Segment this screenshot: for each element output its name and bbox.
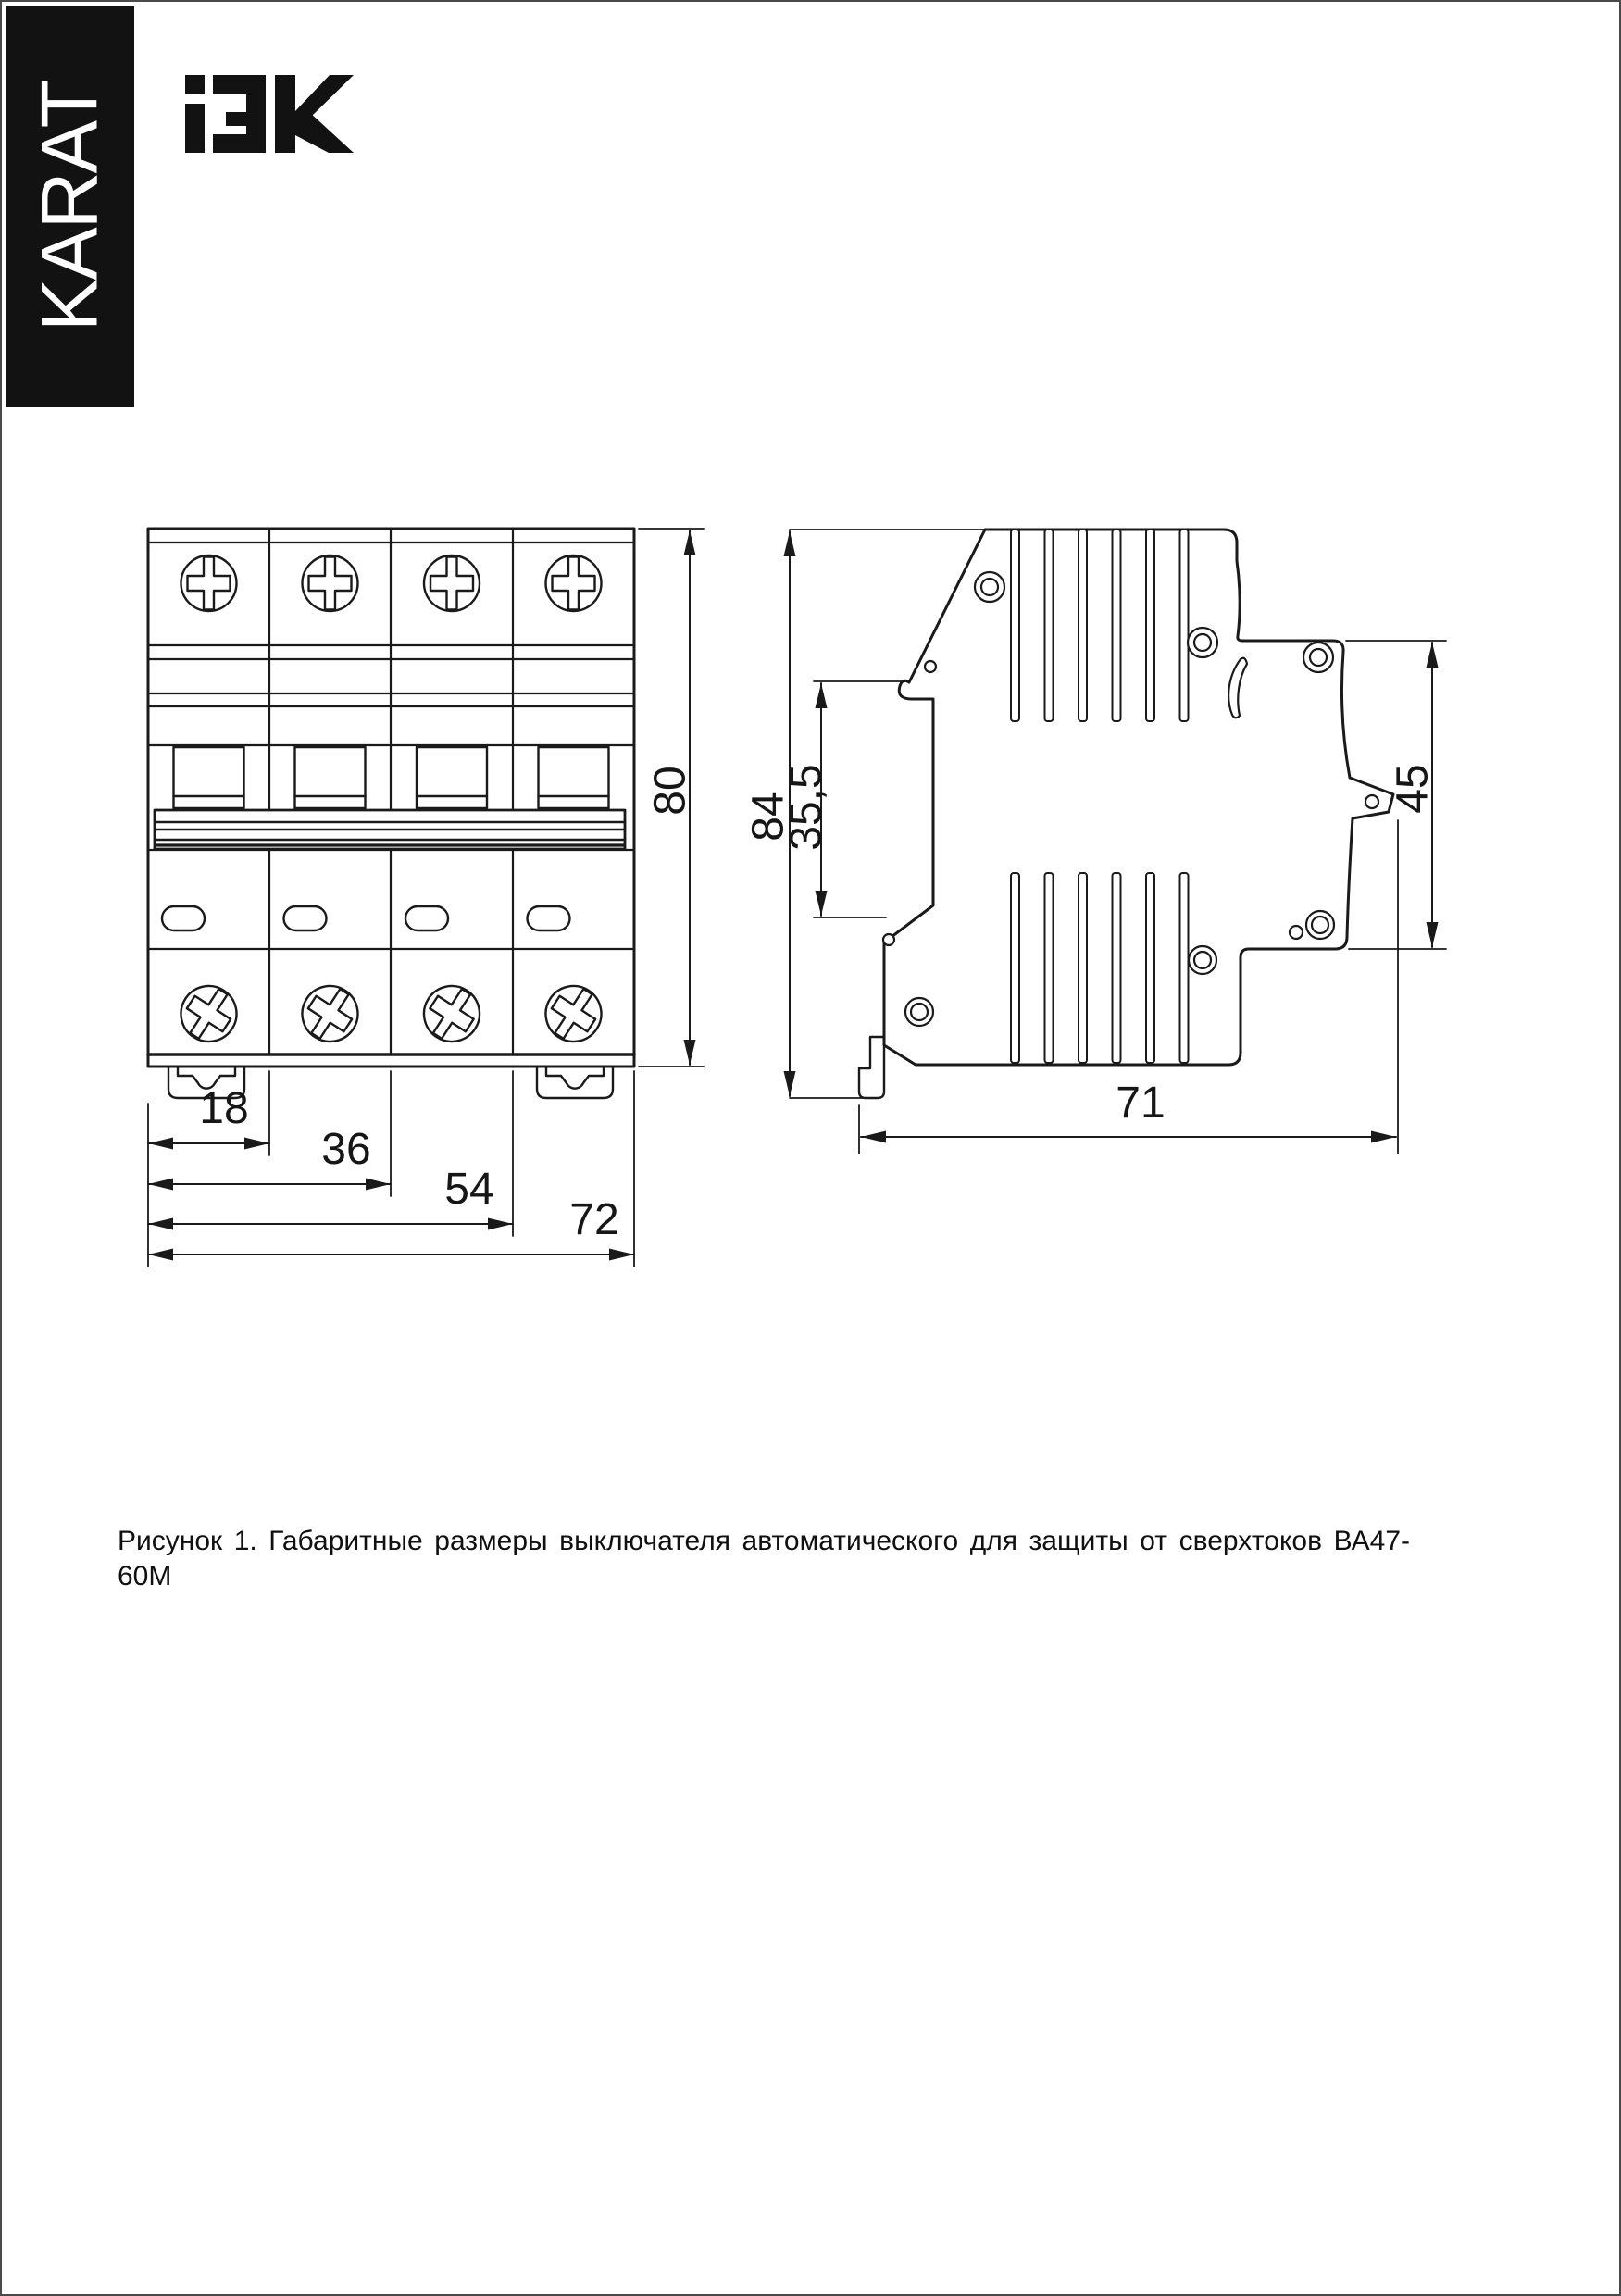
din-recess-label: 35,5 xyxy=(781,764,831,851)
toggle-tie-bar xyxy=(155,810,625,849)
front-height-label: 80 xyxy=(645,766,695,816)
side-height-label: 84 xyxy=(743,792,793,842)
front-face-label: 45 xyxy=(1388,764,1438,814)
figure-caption: Рисунок 1. Габаритные размеры выключателя автоматического для защиты от сверхтоков ВА47-60М xyxy=(118,1526,1410,1591)
dim-module-18 xyxy=(148,1084,269,1150)
toggle-hole xyxy=(1365,795,1378,808)
brand-text: KARAT xyxy=(25,81,115,332)
side-view xyxy=(744,530,1447,1154)
screw-icon xyxy=(546,555,602,611)
dim-total-72 xyxy=(148,1195,634,1261)
side-din-foot xyxy=(859,1037,884,1098)
dim-72-label: 72 xyxy=(569,1195,619,1244)
side-body xyxy=(884,530,1393,1065)
depth-label: 71 xyxy=(1116,1079,1166,1128)
screw-icon xyxy=(303,555,358,611)
front-view xyxy=(148,529,704,1267)
dim-18-label: 18 xyxy=(199,1084,249,1133)
dim-36-label: 36 xyxy=(321,1125,371,1174)
dim-modules-54 xyxy=(148,1165,513,1230)
figure-drawing xyxy=(2,2,1621,2296)
dim-din-recess xyxy=(782,681,910,917)
din-clip-right xyxy=(537,1067,613,1098)
screw-icon xyxy=(181,555,237,611)
dim-54-label: 54 xyxy=(444,1165,494,1214)
dim-front-height xyxy=(639,529,704,1067)
screw-icon xyxy=(424,555,480,611)
